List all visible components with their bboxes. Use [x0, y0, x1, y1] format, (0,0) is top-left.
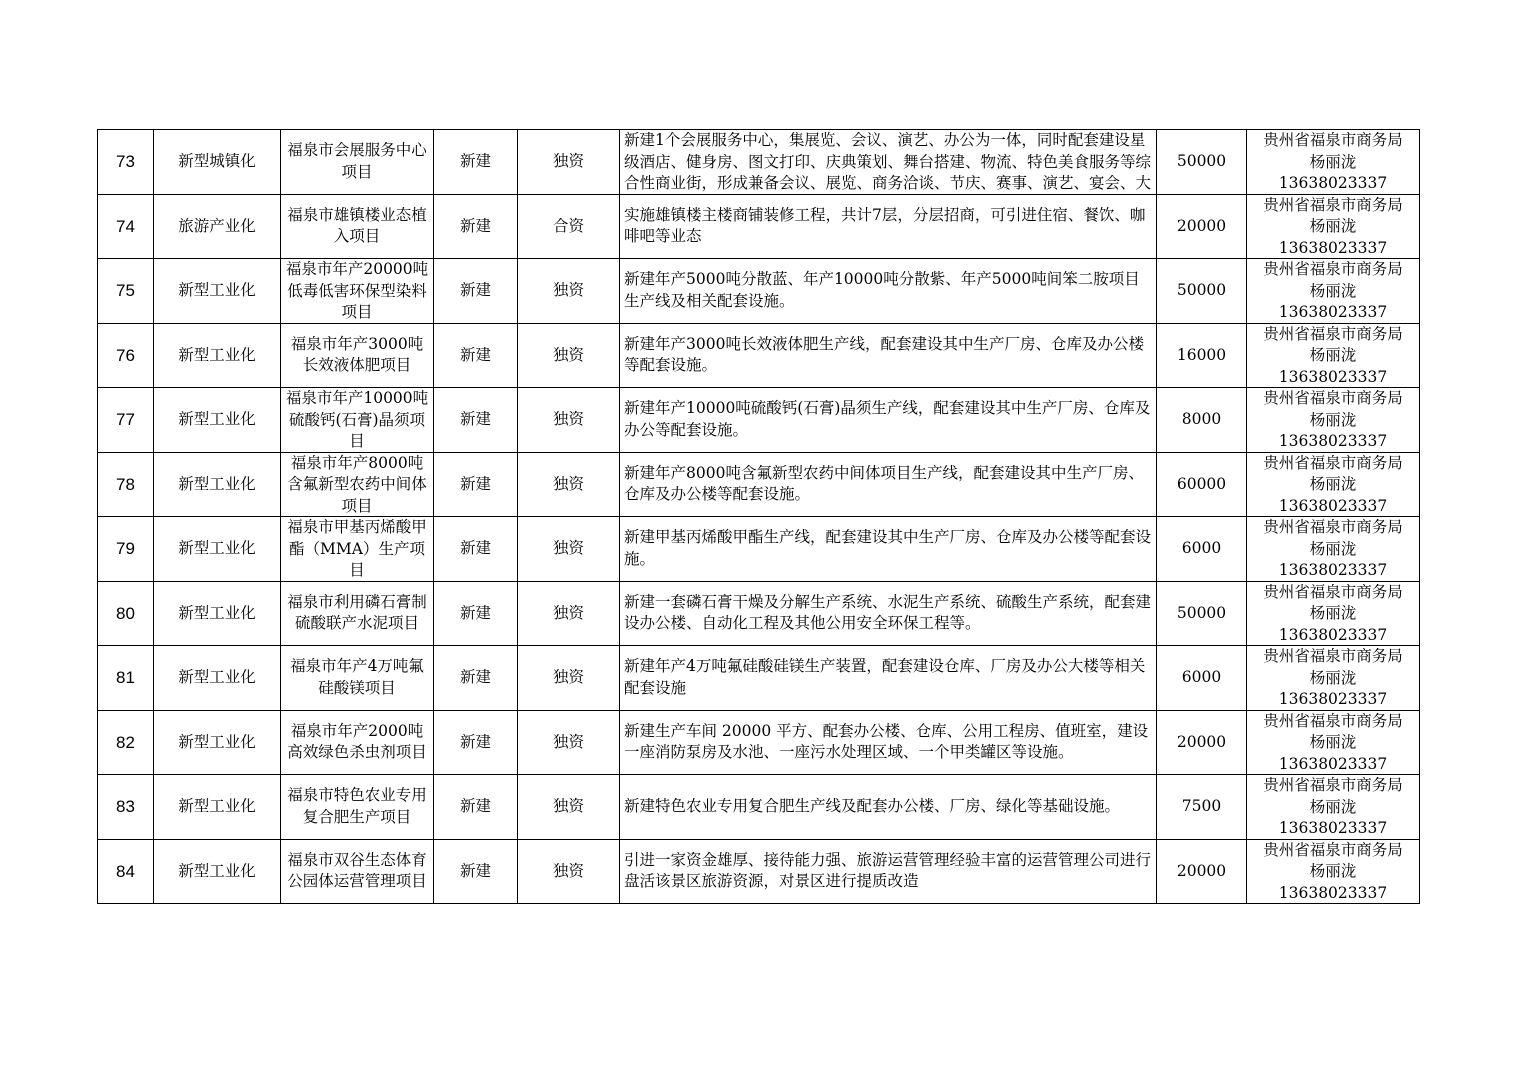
row-cooperation-mode: 独资: [518, 388, 620, 453]
row-investment: 20000: [1157, 710, 1247, 775]
row-construction-type: 新建: [434, 388, 518, 453]
row-cooperation-mode: 合资: [518, 194, 620, 259]
contact-org: 贵州省福泉市商务局: [1263, 260, 1403, 279]
row-category: 新型工业化: [154, 323, 281, 388]
row-description: 新建1个会展服务中心，集展览、会议、演艺、办公为一体，同时配套建设星级酒店、健身房、图文打印、庆典策划、舞台搭建、物流、特色美食服务等综合性商业街，形成兼备会议、展览、商务洽谈、节庆、赛事、演艺、宴会、大: [620, 130, 1157, 195]
row-category: 新型工业化: [154, 839, 281, 904]
table-row: [98, 259, 1420, 324]
row-construction-type: 新建: [434, 452, 518, 517]
table-row: [98, 517, 1420, 582]
contact-phone: 13638023337: [1278, 819, 1388, 838]
row-project-name: 福泉市年产20000吨低毒低害环保型染料项目: [281, 259, 434, 324]
contact-org: 贵州省福泉市商务局: [1263, 582, 1403, 601]
contact-person: 杨丽泷: [1309, 668, 1357, 687]
row-contact: [1247, 775, 1420, 840]
row-number: 78: [98, 452, 154, 517]
row-project-name: 福泉市会展服务中心项目: [281, 130, 434, 195]
contact-phone: 13638023337: [1278, 238, 1388, 257]
row-cooperation-mode: 独资: [518, 775, 620, 840]
contact-person: 杨丽泷: [1309, 475, 1357, 494]
row-project-name: 福泉市年产2000吨高效绿色杀虫剂项目: [281, 710, 434, 775]
contact-person: 杨丽泷: [1309, 539, 1357, 558]
row-cooperation-mode: 独资: [518, 452, 620, 517]
row-cooperation-mode: 独资: [518, 259, 620, 324]
row-cooperation-mode: 独资: [518, 581, 620, 646]
row-construction-type: 新建: [434, 710, 518, 775]
contact-phone: 13638023337: [1278, 367, 1388, 386]
row-description: 新建年产3000吨长效液体肥生产线，配套建设其中生产厂房、仓库及办公楼等配套设施。: [620, 323, 1157, 388]
contact-org: 贵州省福泉市商务局: [1263, 389, 1403, 408]
row-investment: 6000: [1157, 517, 1247, 582]
contact-org: 贵州省福泉市商务局: [1263, 453, 1403, 472]
row-investment: 6000: [1157, 646, 1247, 711]
row-number: 83: [98, 775, 154, 840]
row-category: 新型工业化: [154, 452, 281, 517]
contact-person: 杨丽泷: [1309, 797, 1357, 816]
row-construction-type: 新建: [434, 130, 518, 195]
row-cooperation-mode: 独资: [518, 323, 620, 388]
row-contact: [1247, 130, 1420, 195]
row-description: 新建一套磷石膏干燥及分解生产系统、水泥生产系统、硫酸生产系统，配套建设办公楼、自动化工程及其他公用安全环保工程等。: [620, 581, 1157, 646]
contact-org: 贵州省福泉市商务局: [1263, 840, 1403, 859]
row-category: 新型城镇化: [154, 130, 281, 195]
row-investment: 8000: [1157, 388, 1247, 453]
contact-org: 贵州省福泉市商务局: [1263, 647, 1403, 666]
row-construction-type: 新建: [434, 517, 518, 582]
row-investment: 20000: [1157, 839, 1247, 904]
table-row: [98, 581, 1420, 646]
contact-person: 杨丽泷: [1309, 346, 1357, 365]
row-contact: [1247, 452, 1420, 517]
row-project-name: 福泉市年产4万吨氟硅酸镁项目: [281, 646, 434, 711]
row-project-name: 福泉市利用磷石膏制硫酸联产水泥项目: [281, 581, 434, 646]
project-table: [97, 129, 1420, 904]
row-project-name: 福泉市特色农业专用复合肥生产项目: [281, 775, 434, 840]
row-contact: [1247, 323, 1420, 388]
contact-person: 杨丽泷: [1309, 410, 1357, 429]
row-investment: 7500: [1157, 775, 1247, 840]
row-description: 新建特色农业专用复合肥生产线及配套办公楼、厂房、绿化等基础设施。: [620, 775, 1157, 840]
row-investment: 20000: [1157, 194, 1247, 259]
row-category: 旅游产业化: [154, 194, 281, 259]
row-construction-type: 新建: [434, 839, 518, 904]
row-category: 新型工业化: [154, 517, 281, 582]
row-description: 实施雄镇楼主楼商铺装修工程，共计7层，分层招商，可引进住宿、餐饮、咖啡吧等业态: [620, 194, 1157, 259]
row-description: 新建年产5000吨分散蓝、年产10000吨分散紫、年产5000吨间笨二胺项目生产线及相关配套设施。: [620, 259, 1157, 324]
row-number: 81: [98, 646, 154, 711]
row-number: 77: [98, 388, 154, 453]
row-contact: [1247, 710, 1420, 775]
contact-person: 杨丽泷: [1309, 733, 1357, 752]
row-project-name: 福泉市年产8000吨含氟新型农药中间体项目: [281, 452, 434, 517]
contact-org: 贵州省福泉市商务局: [1263, 518, 1403, 537]
row-number: 75: [98, 259, 154, 324]
contact-org: 贵州省福泉市商务局: [1263, 711, 1403, 730]
row-investment: 60000: [1157, 452, 1247, 517]
row-construction-type: 新建: [434, 581, 518, 646]
row-cooperation-mode: 独资: [518, 517, 620, 582]
row-category: 新型工业化: [154, 710, 281, 775]
table-row: [98, 839, 1420, 904]
table-body: [98, 130, 1420, 904]
table-row: [98, 646, 1420, 711]
contact-phone: 13638023337: [1278, 303, 1388, 322]
row-number: 82: [98, 710, 154, 775]
contact-phone: 13638023337: [1278, 625, 1388, 644]
row-investment: 50000: [1157, 259, 1247, 324]
row-category: 新型工业化: [154, 388, 281, 453]
row-description: 新建生产车间 20000 平方、配套办公楼、仓库、公用工程房、值班室，建设一座消防泵房及水池、一座污水处理区域、一个甲类罐区等设施。: [620, 710, 1157, 775]
row-contact: [1247, 839, 1420, 904]
row-number: 74: [98, 194, 154, 259]
row-cooperation-mode: 独资: [518, 646, 620, 711]
row-description: 引进一家资金雄厚、接待能力强、旅游运营管理经验丰富的运营管理公司进行盘活该景区旅游资源，对景区进行提质改造: [620, 839, 1157, 904]
contact-org: 贵州省福泉市商务局: [1263, 776, 1403, 795]
project-table-container: [97, 129, 1419, 904]
contact-org: 贵州省福泉市商务局: [1263, 131, 1403, 150]
row-contact: [1247, 194, 1420, 259]
contact-person: 杨丽泷: [1309, 604, 1357, 623]
row-construction-type: 新建: [434, 646, 518, 711]
row-construction-type: 新建: [434, 194, 518, 259]
row-description: 新建年产8000吨含氟新型农药中间体项目生产线，配套建设其中生产厂房、仓库及办公楼等配套设施。: [620, 452, 1157, 517]
contact-phone: 13638023337: [1278, 561, 1388, 580]
row-construction-type: 新建: [434, 259, 518, 324]
row-cooperation-mode: 独资: [518, 710, 620, 775]
contact-phone: 13638023337: [1278, 883, 1388, 902]
contact-phone: 13638023337: [1278, 432, 1388, 451]
row-number: 79: [98, 517, 154, 582]
table-row: [98, 194, 1420, 259]
row-category: 新型工业化: [154, 646, 281, 711]
row-number: 84: [98, 839, 154, 904]
row-contact: [1247, 388, 1420, 453]
contact-org: 贵州省福泉市商务局: [1263, 324, 1403, 343]
row-description: 新建甲基丙烯酸甲酯生产线，配套建设其中生产厂房、仓库及办公楼等配套设施。: [620, 517, 1157, 582]
contact-phone: 13638023337: [1278, 496, 1388, 515]
row-cooperation-mode: 独资: [518, 130, 620, 195]
contact-phone: 13638023337: [1278, 174, 1388, 193]
row-number: 76: [98, 323, 154, 388]
row-contact: [1247, 259, 1420, 324]
row-contact: [1247, 581, 1420, 646]
table-row: [98, 388, 1420, 453]
contact-person: 杨丽泷: [1309, 152, 1357, 171]
row-project-name: 福泉市甲基丙烯酸甲酯（MMA）生产项目: [281, 517, 434, 582]
contact-person: 杨丽泷: [1309, 217, 1357, 236]
contact-phone: 13638023337: [1278, 690, 1388, 709]
row-project-name: 福泉市年产3000吨长效液体肥项目: [281, 323, 434, 388]
row-description: 新建年产4万吨氟硅酸硅镁生产装置，配套建设仓库、厂房及办公大楼等相关配套设施: [620, 646, 1157, 711]
table-row: [98, 323, 1420, 388]
contact-org: 贵州省福泉市商务局: [1263, 195, 1403, 214]
row-project-name: 福泉市年产10000吨硫酸钙(石膏)晶须项目: [281, 388, 434, 453]
row-number: 73: [98, 130, 154, 195]
contact-person: 杨丽泷: [1309, 862, 1357, 881]
row-construction-type: 新建: [434, 323, 518, 388]
row-cooperation-mode: 独资: [518, 839, 620, 904]
row-contact: [1247, 646, 1420, 711]
table-row: [98, 452, 1420, 517]
row-investment: 50000: [1157, 581, 1247, 646]
contact-phone: 13638023337: [1278, 754, 1388, 773]
row-number: 80: [98, 581, 154, 646]
row-project-name: 福泉市双谷生态体育公园体运营管理项目: [281, 839, 434, 904]
contact-person: 杨丽泷: [1309, 281, 1357, 300]
row-description: 新建年产10000吨硫酸钙(石膏)晶须生产线，配套建设其中生产厂房、仓库及办公等配套设施。: [620, 388, 1157, 453]
row-contact: [1247, 517, 1420, 582]
row-investment: 50000: [1157, 130, 1247, 195]
table-row: [98, 130, 1420, 195]
table-row: [98, 775, 1420, 840]
row-category: 新型工业化: [154, 775, 281, 840]
row-category: 新型工业化: [154, 581, 281, 646]
row-construction-type: 新建: [434, 775, 518, 840]
table-row: [98, 710, 1420, 775]
row-project-name: 福泉市雄镇楼业态植入项目: [281, 194, 434, 259]
row-investment: 16000: [1157, 323, 1247, 388]
row-category: 新型工业化: [154, 259, 281, 324]
